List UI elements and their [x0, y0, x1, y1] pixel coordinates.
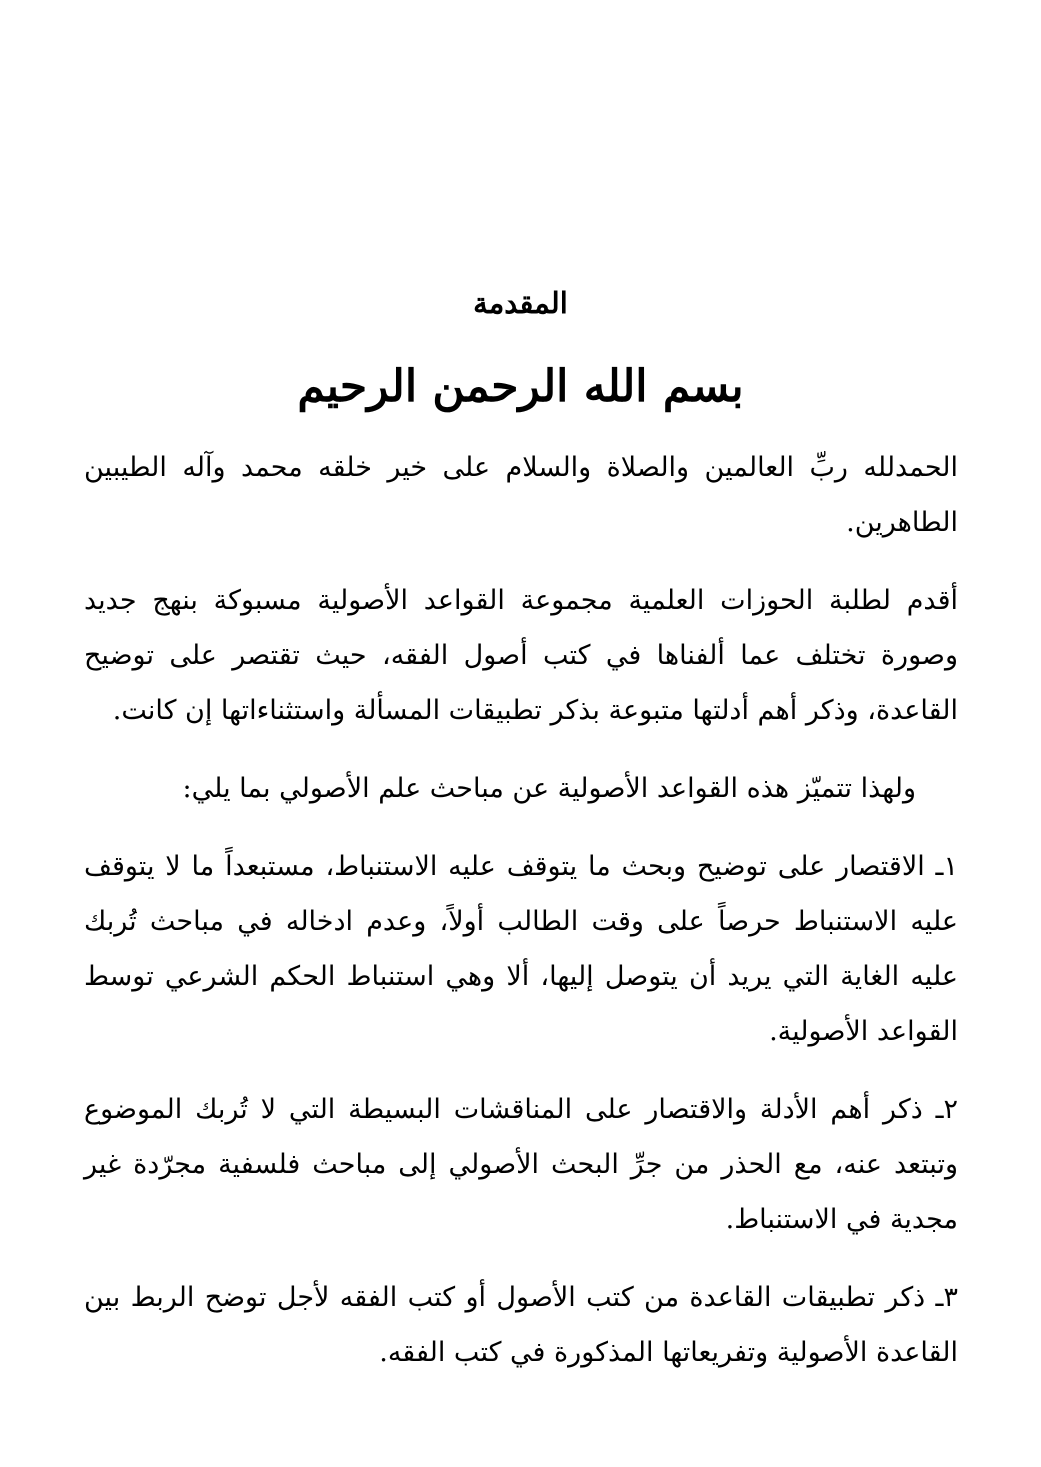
page-title: المقدمة — [473, 286, 568, 320]
paragraph-introduction: أقدم لطلبة الحوزات العلمية مجموعة القواعد الأصولية مسبوكة بنهج جديد وصورة تختلف عما ألفناها في كتب أصول الفقه، حيث تقتصر على توضيح القاعدة، وذكر أهم أدلتها متبوعة بذكر تطبيقات المسألة واستثناءاتها إن كانت. — [84, 585, 958, 726]
paragraph-opening-praise: الحمدلله ربِّ العالمين والصلاة والسلام على خير خلقه محمد وآله الطيبين الطاهرين. — [84, 452, 958, 538]
basmala-heading: بسم الله الرحمن الرحيم — [297, 361, 744, 412]
list-item-feature-3: ٣ـ ذكر تطبيقات القاعدة من كتب الأصول أو كتب الفقه لأجل توضح الربط بين القاعدة الأصولية وتفريعاتها المذكورة في كتب الفقه. — [84, 1282, 958, 1368]
list-item-feature-1: ١ـ الاقتصار على توضيح وبحث ما يتوقف عليه الاستنباط، مستبعداً ما لا يتوقف عليه الاستنباط حرصاً على وقت الطالب أولاً، وعدم ادخاله في مباحث تُربك عليه الغاية التي يريد أن يتوصل إليها، ألا وهي استنباط الحكم الشرعي توسط القواعد الأصولية. — [84, 851, 958, 1047]
list-item-feature-2: ٢ـ ذكر أهم الأدلة والاقتصار على المناقشات البسيطة التي لا تُربك الموضوع وتبتعد عنه، مع الحذر من جرِّ البحث الأصولي إلى مباحث فلسفية مجرّدة غير مجدية في الاستنباط. — [84, 1094, 958, 1235]
paragraph-features-intro: ولهذا تتميّز هذه القواعد الأصولية عن مباحث علم الأصولي بما يلي: — [182, 773, 916, 804]
body-text — [84, 440, 958, 1403]
